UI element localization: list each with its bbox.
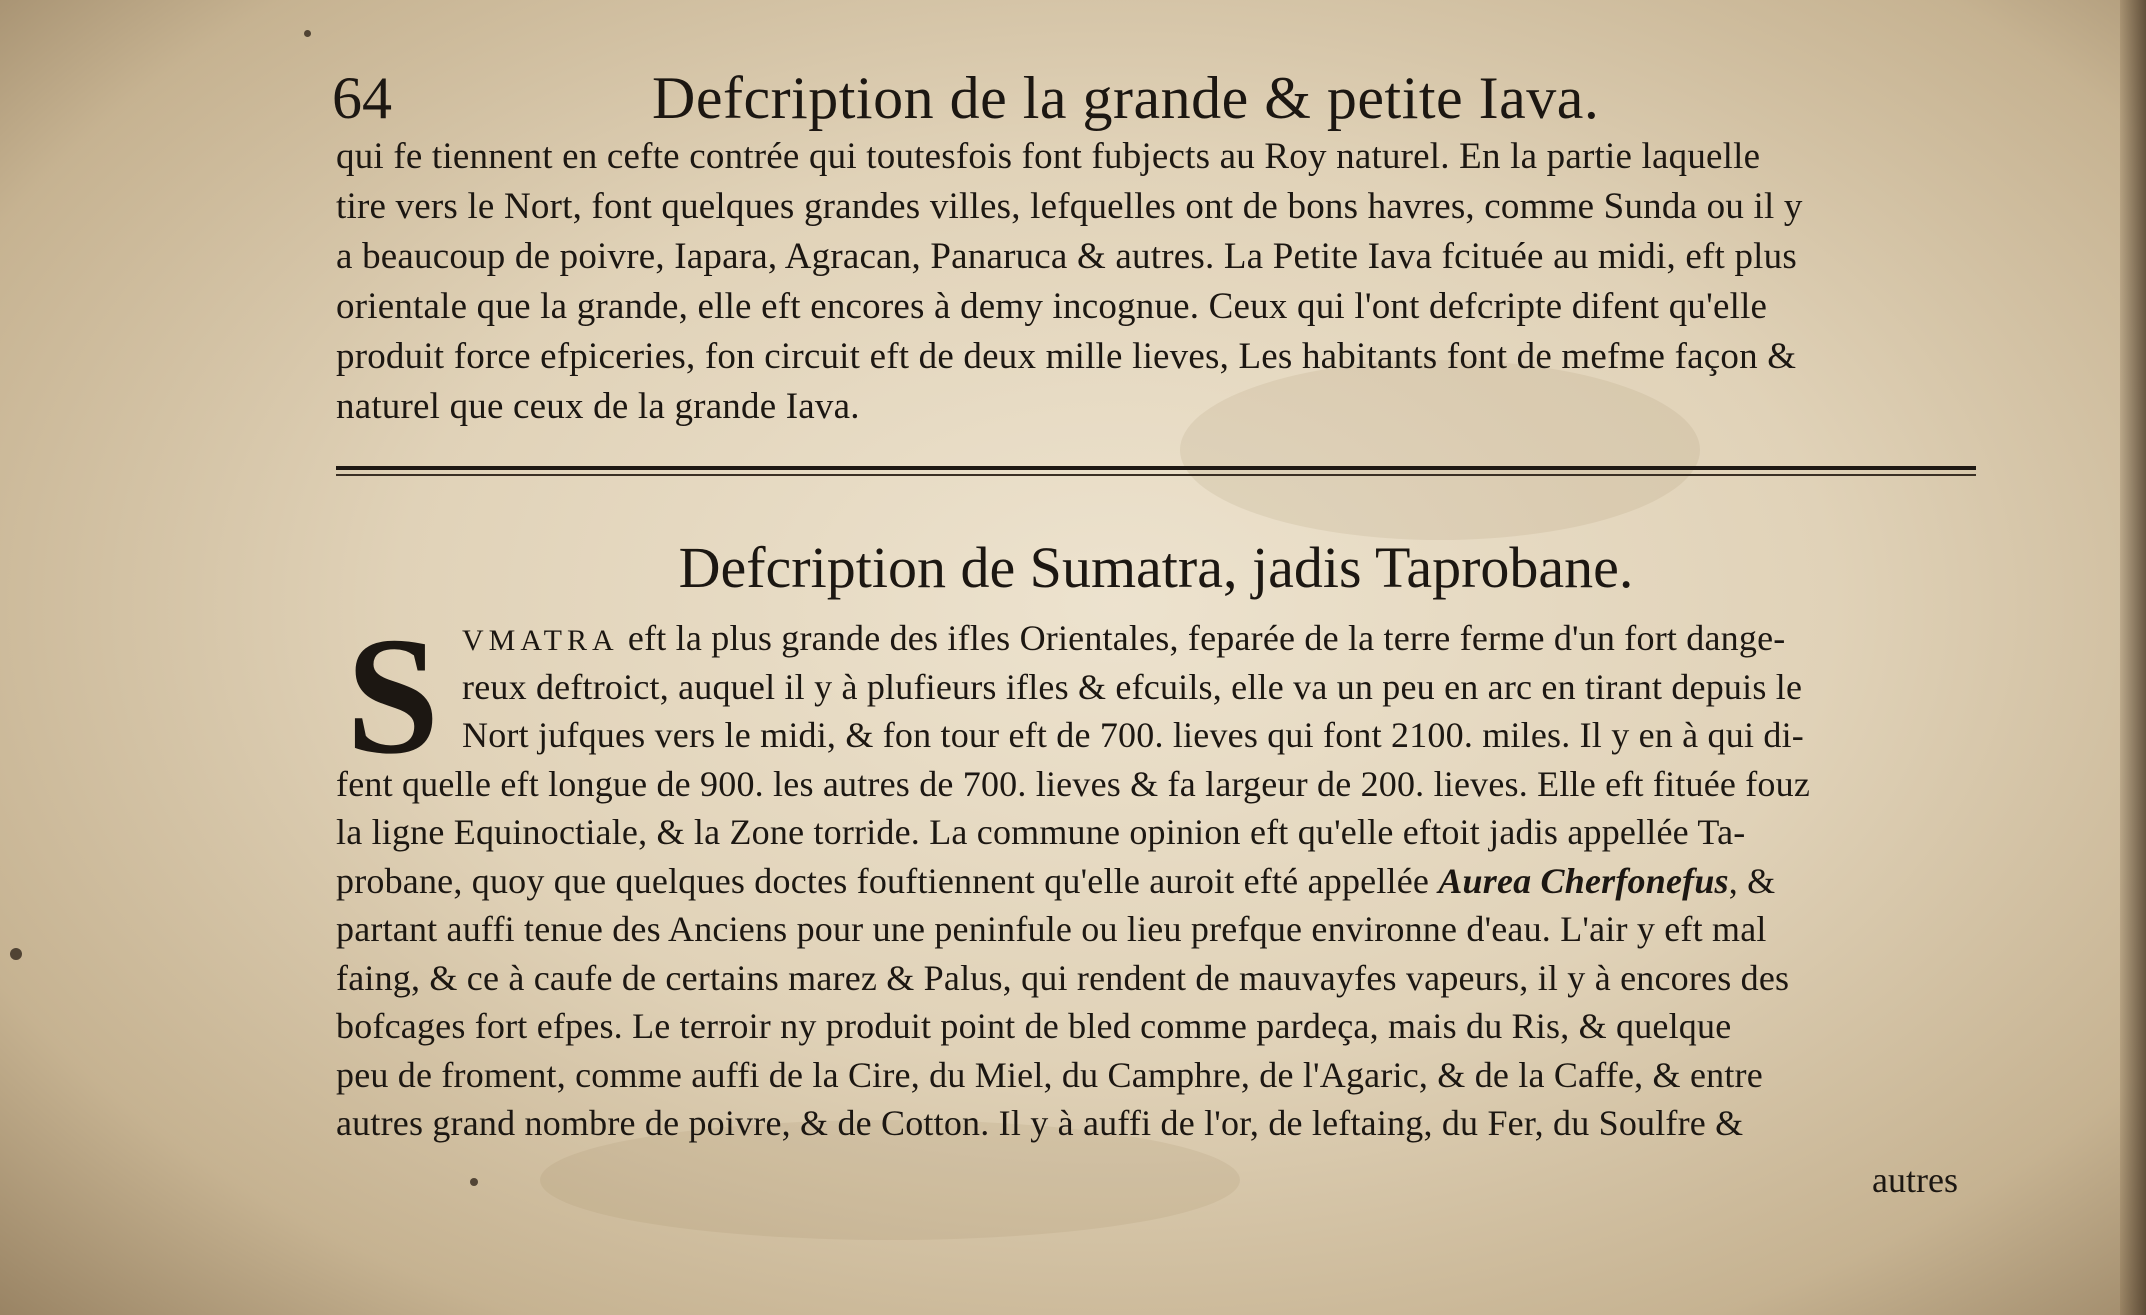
text-line: tire vers le Nort, font quelques grandes villes, lefquelles ont de bons havres, comme Sunda ou il y xyxy=(336,186,1803,227)
page-edge-shadow xyxy=(2120,0,2146,1315)
text-line: peu de froment, comme auffi de la Cire, du Miel, du Camphre, de l'Agaric, & de la Caffe, & entre xyxy=(336,1054,1763,1095)
text-line: a beaucoup de poivre, Iapara, Agracan, Panaruca & autres. La Petite Iava fcituée au midi, eft plus xyxy=(336,236,1797,277)
text-line: bofcages fort efpes. Le terroir ny produit point de bled comme pardeça, mais du Ris, & quelque xyxy=(336,1006,1732,1046)
ink-speck xyxy=(470,1178,478,1186)
section-rule-thin xyxy=(336,474,1976,476)
main-paragraph xyxy=(336,603,1976,1148)
text-line: orientale que la grande, elle eft encores à demy incognue. Ceux qui l'ont defcripte difent qu'elle xyxy=(336,286,1768,327)
header-title: Defcription de la grande & petite Iava. xyxy=(652,65,1600,131)
lead-word: VMATRA xyxy=(462,624,619,657)
upper-paragraph xyxy=(336,132,1976,432)
page-number: 64 xyxy=(332,65,392,131)
text-line: la ligne Equinoctiale, & la Zone torride. La commune opinion eft qu'elle eftoit jadis appellée Ta- xyxy=(336,812,1746,852)
running-header xyxy=(332,58,1972,138)
italic-term: Aurea Cherfonefus xyxy=(1438,860,1729,901)
ink-speck xyxy=(10,948,22,960)
text-line xyxy=(336,857,1976,906)
section-heading: Defcription de Sumatra, jadis Taprobane. xyxy=(678,535,1634,600)
text-line: qui fe tiennent en cefte contrée qui toutesfois font fubjects au Roy naturel. En la partie laquelle xyxy=(336,136,1761,177)
text-line: produit force efpiceries, fon circuit eft de deux mille lieves, Les habitants font de mefme façon & xyxy=(336,336,1797,377)
drop-cap: S xyxy=(346,603,440,789)
first-line-text: eft la plus grande des ifles Orientales, feparée de la terre ferme d'un fort dange- xyxy=(627,618,1786,658)
text-line: autres grand nombre de poivre, & de Cotton. Il y à auffi de l'or, de leftaing, du Fer, du Soulfre & xyxy=(336,1103,1744,1143)
text-line: fent quelle eft longue de 900. les autres de 700. lieves & fa largeur de 200. lieves. Elle eft fituée fouz xyxy=(336,763,1811,804)
line-text: probane, quoy que quelques doctes fouftiennent qu'elle auroit efté appellée xyxy=(336,860,1430,901)
text-line: naturel que ceux de la grande Iava. xyxy=(336,386,860,427)
line-text-end: , & xyxy=(1728,860,1776,901)
catchword: autres xyxy=(1872,1160,1958,1200)
text-line: Nort jufques vers le midi, & fon tour eft de 700. lieves qui font 2100. miles. Il y en à qui di- xyxy=(462,715,1804,755)
section-rule xyxy=(336,466,1976,470)
ink-speck xyxy=(304,30,311,37)
text-line xyxy=(336,614,1976,663)
text-line: reux deftroict, auquel il y à plufieurs ifles & efcuils, elle va un peu en arc en tirant depuis le xyxy=(462,666,1803,707)
text-line: faing, & ce à caufe de certains marez & Palus, qui rendent de mauvayfes vapeurs, il y à encores des xyxy=(336,957,1790,998)
text-line: partant auffi tenue des Anciens pour une peninfule ou lieu prefque environne d'eau. L'air y eft mal xyxy=(336,909,1767,949)
